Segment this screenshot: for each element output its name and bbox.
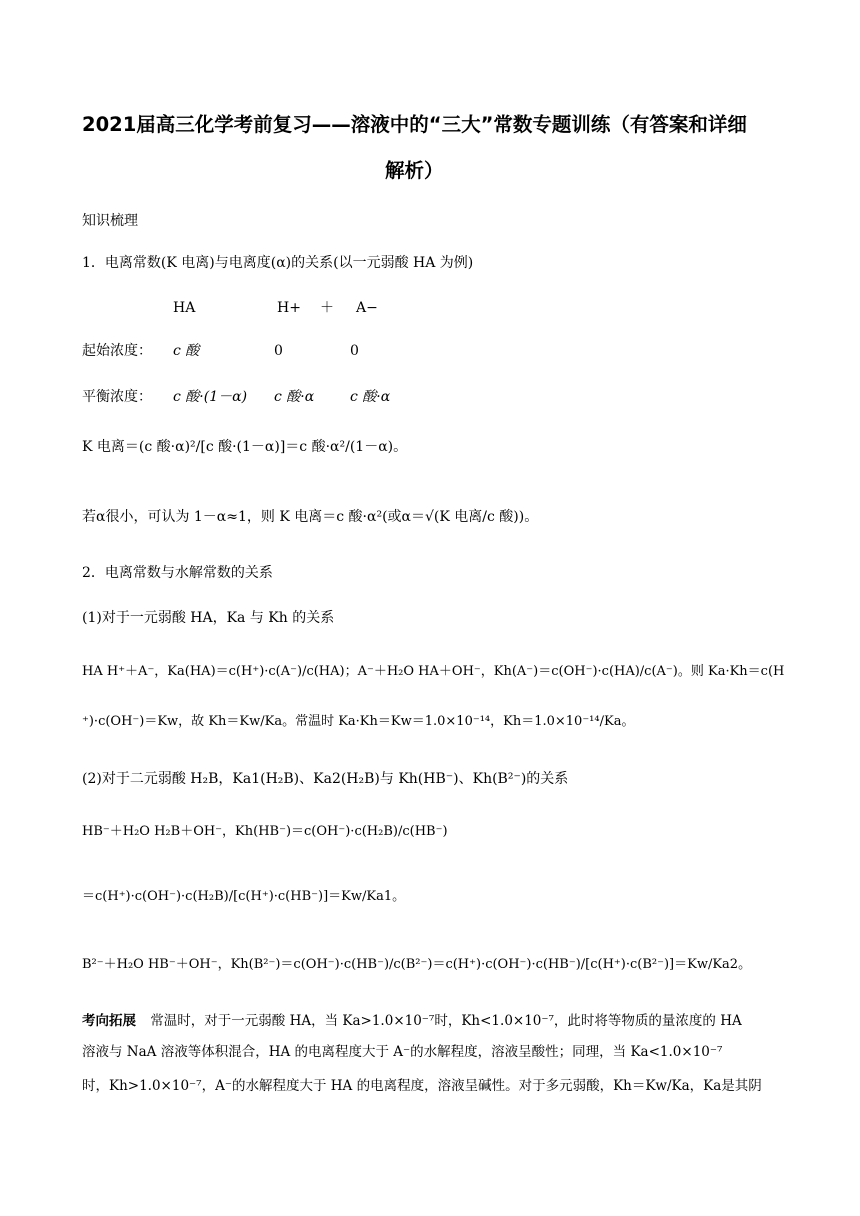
- initial-a: 0: [350, 343, 359, 359]
- k-ionization-formula: K 电离＝(c 酸·α)²/[c 酸·(1－α)]＝c 酸·α²/(1－α)。: [82, 439, 408, 455]
- equil-h: c 酸·α: [274, 389, 315, 405]
- equil-ha: c 酸·(1－α): [173, 389, 248, 405]
- species-plus: ＋: [320, 300, 334, 316]
- s2-p1-heading: (1)对于一元弱酸 HA，Ka 与 Kh 的关系: [82, 610, 335, 626]
- initial-h: 0: [274, 343, 283, 359]
- section-heading: 知识梳理: [82, 213, 138, 229]
- ext-line3: 时，Kh>1.0×10⁻⁷，A⁻的水解程度大于 HA 的电离程度，溶液呈碱性。对于多元弱酸，Kh＝Kw/Ka，Ka是其阴: [82, 1078, 762, 1094]
- ext-line2: 溶液与 NaA 溶液等体积混合，HA 的电离程度大于 A⁻的水解程度，溶液呈酸性；同理，当 Ka<1.0×10⁻⁷: [82, 1044, 723, 1060]
- page-title-line2: 解析）: [385, 159, 444, 182]
- s2-p2-line2: ＝c(H⁺)·c(OH⁻)·c(H₂B)/[c(H⁺)·c(HB⁻)]＝Kw/Ka1。: [82, 889, 406, 904]
- species-h: H+: [277, 300, 301, 316]
- s2-p2-line3: B²⁻＋H₂O HB⁻＋OH⁻，Kh(B²⁻)＝c(OH⁻)·c(HB⁻)/c(B²⁻)＝c(H⁺)·c(OH⁻)·c(HB⁻)/[c(H⁺)·c(B²⁻)]＝Kw/Ka2。: [82, 957, 752, 972]
- s2-p1-line1: HA H⁺＋A⁻，Ka(HA)＝c(H⁺)·c(A⁻)/c(HA)；A⁻＋H₂O HA＋OH⁻，Kh(A⁻)＝c(OH⁻)·c(HA)/c(A⁻)。则 Ka·Kh＝c(H: [82, 664, 785, 679]
- species-ha: HA: [173, 300, 196, 316]
- s1-heading: [82, 256, 473, 270]
- equil-a: c 酸·α: [350, 389, 391, 405]
- s2-p1-line2: ⁺)·c(OH⁻)＝Kw，故 Kh＝Kw/Ka。常温时 Ka·Kh＝Kw＝1.0×10⁻¹⁴，Kh＝1.0×10⁻¹⁴/Ka。: [82, 714, 635, 729]
- ext-label: 考向拓展: [82, 1013, 136, 1029]
- s2-p2-heading: (2)对于二元弱酸 H₂B，Ka1(H₂B)、Ka2(H₂B)与 Kh(HB⁻)、Kh(B²⁻)的关系: [82, 771, 569, 787]
- small-alpha-approx: 若α很小，可认为 1－α≈1，则 K 电离＝c 酸·α²(或α＝√(K 电离/c 酸))。: [82, 509, 539, 525]
- species-a: A−: [356, 300, 378, 316]
- equil-label: 平衡浓度：: [82, 389, 152, 405]
- s2-p2-line1: HB⁻＋H₂O H₂B＋OH⁻，Kh(HB⁻)＝c(OH⁻)·c(H₂B)/c(HB⁻): [82, 824, 448, 839]
- page-title-line1: 2021届高三化学考前复习——溶液中的“三大”常数专题训练（有答案和详细: [82, 113, 747, 136]
- ext-line1: [82, 1015, 742, 1029]
- ext-text1: 常温时，对于一元弱酸 HA，当 Ka>1.0×10⁻⁷时，Kh<1.0×10⁻⁷，此时将等物质的量浓度的 HA: [150, 1013, 742, 1029]
- initial-c: c 酸: [173, 343, 200, 359]
- s2-heading: 2．电离常数与水解常数的关系: [82, 565, 273, 581]
- initial-label: 起始浓度：: [82, 343, 152, 359]
- s1-heading-text: 1．电离常数(K 电离)与电离度(α)的关系(以一元弱酸 HA 为例): [82, 255, 474, 271]
